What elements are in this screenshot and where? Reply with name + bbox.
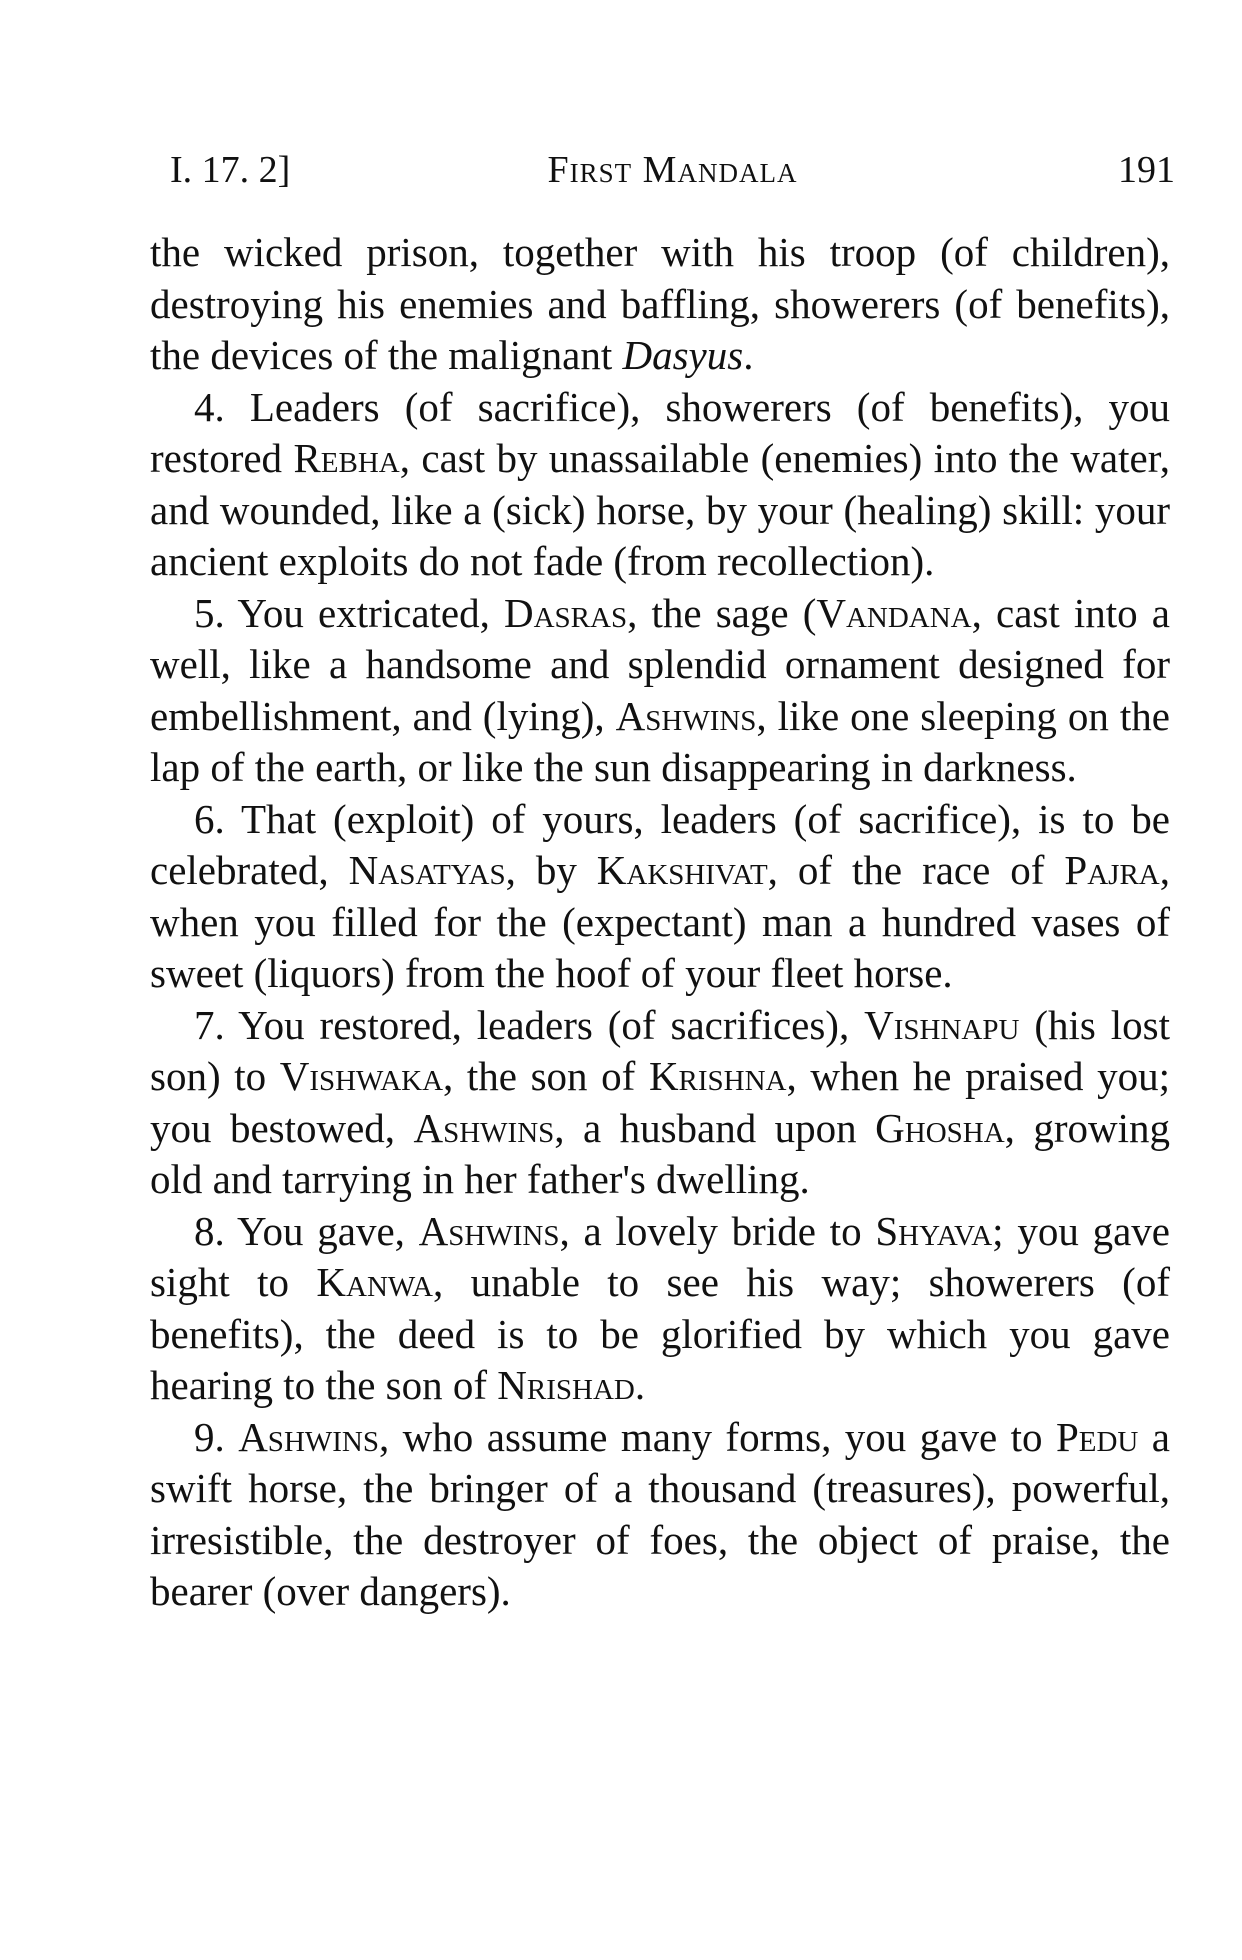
running-title: First Mandala — [547, 149, 798, 191]
paragraph — [150, 794, 1170, 1000]
proper-name: Shyava — [875, 1207, 993, 1254]
text-run: a swift horse, the bringer of a thousand (treasures), powerful, irresistible, the destroyer of foes, the object of praise, the bearer (over dangers). — [150, 1413, 1170, 1614]
italic-term: Dasyus — [622, 332, 744, 378]
text-run: , who assume many forms, you gave to — [378, 1413, 1056, 1460]
proper-name: Vandana — [816, 589, 972, 636]
text-run: 5. You extricated, — [194, 589, 504, 636]
proper-name: Kanwa — [316, 1259, 433, 1305]
text-run: . — [634, 1362, 646, 1408]
text-run: , like one sleeping on the lap of the earth, or like the sun disappearing in darkness. — [150, 692, 1170, 790]
text-run: , by — [505, 847, 597, 893]
paragraph — [150, 588, 1170, 794]
paragraph — [150, 1412, 1170, 1618]
text-run: 4. Leaders (of sacrifice), showerers (of benefits), you restored — [150, 383, 1170, 481]
proper-name: Krishna — [648, 1053, 787, 1099]
page-number: 191 — [1118, 149, 1175, 191]
proper-name: Pedu — [1055, 1413, 1139, 1460]
proper-name: Ghosha — [875, 1104, 1005, 1151]
text-run: , growing old and tarrying in her father's dwelling. — [150, 1104, 1170, 1202]
text-run: the wicked prison, together with his troop (of children), destroying his enemies and baffling, showerers (of benefits), the devices of the malignant — [150, 229, 1170, 378]
text-run: 6. That (exploit) of yours, leaders (of sacrifice), is to be celebrated, — [150, 795, 1170, 893]
text-run: , when he praised you; you bestowed, — [150, 1053, 1170, 1151]
paragraph — [150, 1000, 1170, 1206]
proper-name: Ashwins — [413, 1104, 555, 1151]
proper-name: Vishwaka — [279, 1053, 444, 1099]
text-run: , a husband upon — [554, 1104, 876, 1151]
text-run: , a lovely bride to — [559, 1207, 876, 1254]
text-run: . — [743, 332, 754, 378]
text-run: , cast into a well, like a handsome and splendid ornament designed for embellishment, and (lying), — [150, 589, 1170, 739]
body-text — [150, 227, 1170, 1618]
proper-name: Kakshivat — [596, 847, 768, 893]
proper-name: Vishnapu — [864, 1001, 1020, 1048]
text-run: , cast by unassailable (enemies) into the water, and wounded, like a (sick) horse, by your (healing) skill: your ancient exploits do not fade (from recollection). — [150, 435, 1170, 584]
proper-name: Nasatyas — [348, 847, 506, 893]
text-run: , when you filled for the (expectant) man a hundred vases of sweet (liquors) from the hoof of your fleet horse. — [150, 847, 1170, 996]
text-run: 7. You restored, leaders (of sacrifices), — [194, 1001, 865, 1048]
proper-name: Dasras — [504, 589, 628, 636]
paragraph — [150, 1206, 1170, 1412]
proper-name: Pajra — [1064, 847, 1160, 893]
section-reference: I. 17. 2] — [170, 149, 291, 191]
paragraph — [150, 227, 1170, 382]
proper-name: Nrishad — [497, 1362, 635, 1408]
text-run: 9. — [194, 1413, 239, 1460]
text-run: , of the race of — [767, 847, 1065, 893]
running-header — [170, 148, 1175, 208]
text-run: (his lost son) to — [150, 1001, 1170, 1099]
text-run: , unable to see his way; showerers (of benefits), the deed is to be glorified by which you gave hearing to the son of — [150, 1259, 1170, 1408]
text-run: , the son of — [443, 1053, 649, 1099]
text-run: 8. You gave, — [194, 1207, 419, 1254]
proper-name: Ashwins — [238, 1413, 379, 1460]
text-run: ; you gave sight to — [150, 1207, 1170, 1305]
proper-name: Rebha — [293, 435, 400, 481]
proper-name: Ashwins — [615, 692, 757, 739]
text-run: , the sage ( — [627, 589, 817, 636]
paragraph — [150, 382, 1170, 588]
proper-name: Ashwins — [418, 1207, 560, 1254]
